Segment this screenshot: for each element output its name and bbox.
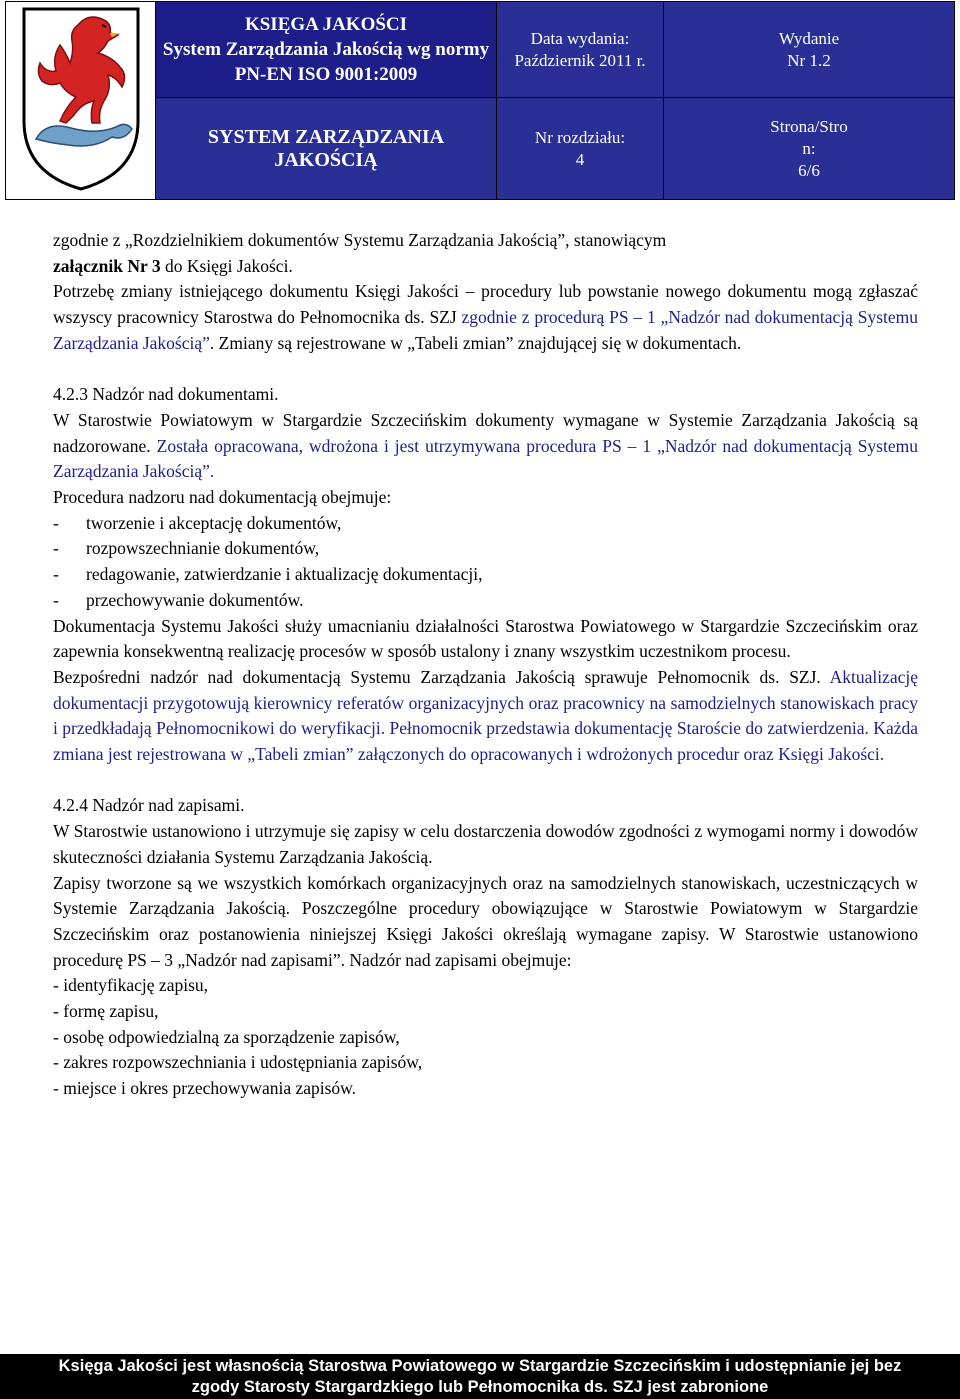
system-title: SYSTEM ZARZĄDZANIA JAKOŚCIĄ bbox=[156, 98, 497, 200]
chapter-label: Nr rozdziału: bbox=[534, 127, 626, 147]
section-heading: 4.2.3 Nadzór nad dokumentami. bbox=[53, 384, 279, 405]
list-item: - przechowywanie dokumentów. bbox=[53, 589, 304, 610]
document-body bbox=[53, 228, 918, 1102]
paragraph: W Starostwie Powiatowym w Stargardzie Szczecińskim dokumenty wymagane w Systemie Zarządzania Jakością są nadzorowane. Została opracowana, wdrożona i jest utrzymywana procedura PS – 1 „Nadzór nad dokumentacją Systemu Zarządzania Jakością”. bbox=[53, 409, 918, 482]
paragraph: Zapisy tworzone są we wszystkich komórkach organizacyjnych oraz na samodzielnych stanowiskach, uczestniczących w Systemie Zarządzania Jakością. Poszczególne procedury obowiązujące w Starostwie Powiatowym w Stargardzie Szczecińskim oraz postanowienia niniejszej Księgi Jakości określają wymagane zapisy. W Starostwie ustanowiono procedurę PS – 3 „Nadzór nad zapisami”. Nadzór nad zapisami obejmuje: bbox=[53, 872, 918, 970]
paragraph: Procedura nadzoru nad dokumentacją obejmuje: bbox=[53, 487, 392, 508]
list-item: - identyfikację zapisu, bbox=[53, 975, 209, 996]
book-title: KSIĘGA JAKOŚCI bbox=[244, 14, 408, 35]
list-item: - formę zapisu, bbox=[53, 1001, 159, 1022]
edition-value: Nr 1.2 bbox=[787, 50, 831, 70]
paragraph: W Starostwie ustanowiono i utrzymuje się zapisy w celu dostarczenia dowodów zgodności z wymogami normy i dowodów skuteczności działania Systemu Zarządzania Jakością. bbox=[53, 821, 918, 867]
document-header bbox=[5, 1, 955, 200]
chapter-value: 4 bbox=[575, 149, 585, 169]
page-cell bbox=[664, 98, 955, 200]
release-date-label: Data wydania: bbox=[530, 28, 630, 48]
section-heading: 4.2.4 Nadzór nad zapisami. bbox=[53, 795, 245, 816]
book-standard: PN-EN ISO 9001:2009 bbox=[234, 64, 418, 85]
griffin-coat-of-arms-icon bbox=[16, 3, 146, 193]
edition-cell bbox=[664, 2, 955, 98]
paragraph: Potrzebę zmiany istniejącego dokumentu Księgi Jakości – procedury lub powstanie nowego dokumentu mogą zgłaszać wszyscy pracownicy Starostwa do Pełnomocnika ds. SZJ zgodnie z procedurą PS – 1 „Nadzór nad dokumentacją Systemu Zarządzania Jakością”. Zmiany są rejestrowane w „Tabeli zmian” znajdującej się w dokumentach. bbox=[53, 281, 919, 353]
release-date-cell bbox=[497, 2, 664, 98]
footer-line-1: Księga Jakości jest własnością Starostwa Powiatowego w Stargardzie Szczecińskim i udostępnianie jej bez bbox=[58, 1357, 902, 1375]
page-label-cont: n: bbox=[802, 138, 816, 158]
book-title-cell bbox=[156, 2, 497, 98]
book-subtitle: System Zarządzania Jakością wg normy bbox=[162, 39, 490, 60]
paragraph: zgodnie z „Rozdzielnikiem dokumentów Systemu Zarządzania Jakością”, stanowiącym załącznik Nr 3 do Księgi Jakości. bbox=[53, 230, 667, 276]
ownership-footer bbox=[0, 1354, 960, 1399]
list-item: - redagowanie, zatwierdzanie i aktualizację dokumentacji, bbox=[53, 564, 483, 585]
page-label: Strona/Stro bbox=[770, 116, 848, 136]
paragraph: Dokumentacja Systemu Jakości służy umacnianiu działalności Starostwa Powiatowego w Stargardzie Szczecińskim oraz zapewnia konsekwentną realizację procesów w sposób ustalony i znany wszystkim uczestnikom procesu. bbox=[53, 615, 918, 662]
list-item: - miejsce i okres przechowywania zapisów. bbox=[53, 1078, 357, 1099]
paragraph: Bezpośredni nadzór nad dokumentacją Systemu Zarządzania Jakością sprawuje Pełnomocnik ds. SZJ. Aktualizację dokumentacji przygotowują kierownicy referatów organizacyjnych oraz pracownicy na samodzielnych stanowiskach pracy i przedkładają Pełnomocnikowi do weryfikacji. Pełnomocnik przedstawia dokumentację Staroście do zatwierdzenia. Każda zmiana jest rejestrowana w „Tabeli zmian” załączonych do opracowanych i wdrożonych procedur oraz Księgi Jakości. bbox=[53, 666, 918, 765]
release-date-value: Październik 2011 r. bbox=[514, 50, 646, 70]
footer-line-2: zgody Starosty Stargardzkiego lub Pełnomocnika ds. SZJ jest zabronione bbox=[191, 1378, 769, 1396]
page-value: 6/6 bbox=[798, 160, 820, 180]
edition-label: Wydanie bbox=[778, 28, 840, 48]
list-item: - zakres rozpowszechniania i udostępniania zapisów, bbox=[53, 1052, 423, 1073]
list-item: - osobę odpowiedzialną za sporządzenie zapisów, bbox=[53, 1026, 400, 1047]
chapter-cell bbox=[497, 98, 664, 200]
list-item: - tworzenie i akceptację dokumentów, bbox=[53, 512, 342, 533]
coat-of-arms-cell bbox=[6, 2, 156, 200]
list-item: - rozpowszechnianie dokumentów, bbox=[53, 538, 320, 559]
